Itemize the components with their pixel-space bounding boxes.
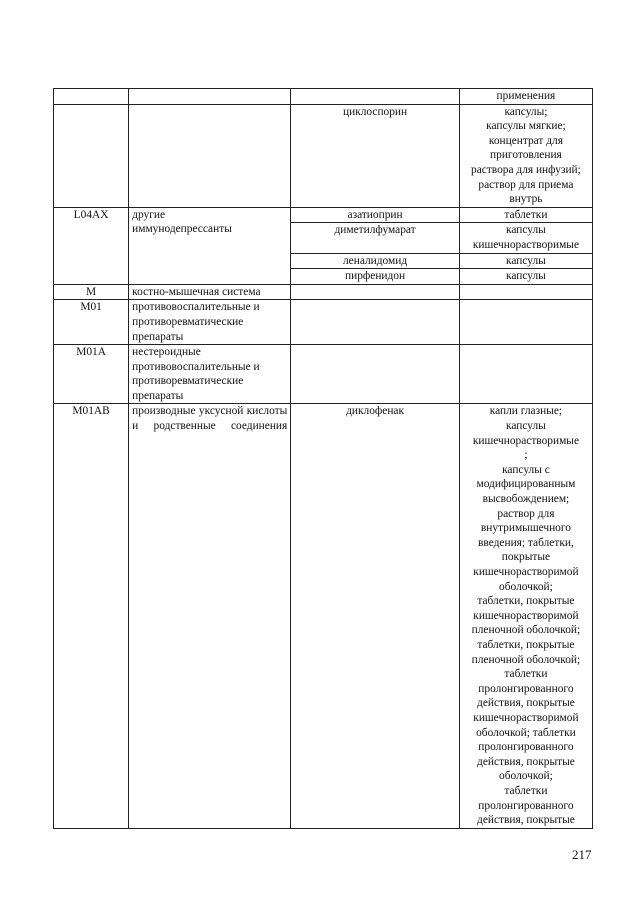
dosage-forms: капли глазные; капсулы кишечнорастворимые ; капсулы с модифицированным высвобождением; раствор для внутримышечного введения; таблетки, покрытые кишечнорастворимой оболочкой; таблетки, покрытые кишечнорастворимой пленочной оболочкой; таблетки, покрытые пленочной оболочкой; таблетки пролонгированного действия, покрытые кишечнорастворимой оболочкой; таблетки пролонгированного действия, покрытые оболочкой; таблетки пролонгированного действия, покрытые <box>459 404 592 828</box>
dosage-forms: капсулы кишечнорастворимые <box>459 223 592 253</box>
dosage-forms: капсулы <box>459 253 592 269</box>
drug-name: пирфенидон <box>291 269 460 285</box>
group-name: противовоспалительные и противоревматические препараты <box>129 300 291 345</box>
group-name: костно-мышечная система <box>129 284 291 300</box>
drug-name: диклофенак <box>291 404 460 828</box>
drug-name <box>291 284 460 300</box>
group-name: другие иммунодепрессанты <box>129 207 291 284</box>
dosage-forms <box>459 345 592 404</box>
group-name: нестероидные противовоспалительные и противоревматические препараты <box>129 345 291 404</box>
table-cell <box>54 104 129 207</box>
table-row <box>54 345 593 404</box>
atc-code: M01AB <box>54 404 129 828</box>
drug-name <box>291 345 460 404</box>
atc-code: M01A <box>54 345 129 404</box>
atc-code: M <box>54 284 129 300</box>
table-cell: применения <box>459 89 592 105</box>
table-row <box>54 404 593 828</box>
table-cell <box>129 89 291 105</box>
page-number: 217 <box>572 847 592 862</box>
dosage-forms: капсулы <box>459 269 592 285</box>
drug-name: леналидомид <box>291 253 460 269</box>
drug-name: азатиоприн <box>291 207 460 223</box>
drug-table <box>53 88 593 829</box>
table-cell <box>291 89 460 105</box>
table-cell <box>54 89 129 105</box>
table-row <box>54 300 593 345</box>
dosage-forms: капсулы; капсулы мягкие; концентрат для приготовления раствора для инфузий; раствор для приема внутрь <box>459 104 592 207</box>
table-row <box>54 284 593 300</box>
atc-code: L04AX <box>54 207 129 284</box>
table-cell <box>129 104 291 207</box>
atc-code: M01 <box>54 300 129 345</box>
drug-name: диметилфумарат <box>291 223 460 253</box>
dosage-forms: таблетки <box>459 207 592 223</box>
dosage-forms <box>459 300 592 345</box>
table-row <box>54 104 593 207</box>
group-name: производные уксусной кислоты и родственные соединения <box>129 404 291 828</box>
drug-name <box>291 300 460 345</box>
table-row <box>54 207 593 223</box>
dosage-forms <box>459 284 592 300</box>
drug-name: циклоспорин <box>291 104 460 207</box>
table-row <box>54 89 593 105</box>
